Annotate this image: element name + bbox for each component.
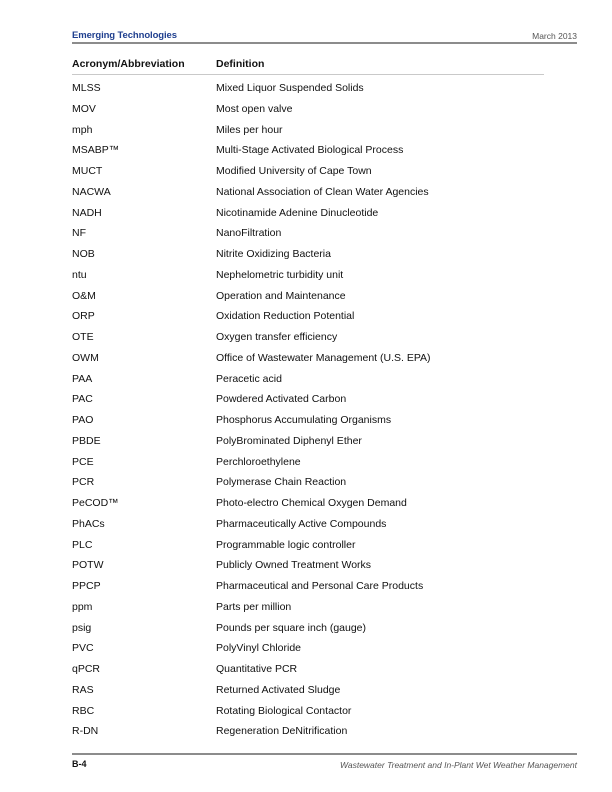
definition-cell: Parts per million <box>216 600 292 613</box>
table-row <box>72 140 544 161</box>
acronym-cell: MUCT <box>72 165 103 177</box>
acronym-cell: PeCOD™ <box>72 497 119 509</box>
table-row <box>72 659 544 680</box>
document-title: Wastewater Treatment and In-Plant Wet Weather Management <box>339 760 577 770</box>
table-row <box>72 410 544 431</box>
definition-cell: Office of Wastewater Management (U.S. EPA) <box>216 351 431 364</box>
acronym-cell: POTW <box>72 559 104 572</box>
acronym-cell: R-DN <box>72 725 99 738</box>
table-row <box>72 535 544 556</box>
definition-cell: Returned Activated Sludge <box>216 683 341 696</box>
definition-cell: Nephelometric turbidity unit <box>216 268 344 281</box>
acronym-cell: O&M <box>72 289 96 302</box>
table-row <box>72 638 544 659</box>
acronym-cell: PCR <box>72 476 95 489</box>
header-title: Emerging Technologies <box>72 30 177 41</box>
definition-cell: Publicly Owned Treatment Works <box>216 559 372 572</box>
table-row <box>72 120 544 141</box>
table-row <box>72 99 544 120</box>
acronym-cell: ppm <box>72 600 93 613</box>
definition-cell: Pharmaceutically Active Compounds <box>216 517 387 530</box>
definition-cell: Oxygen transfer efficiency <box>216 331 338 343</box>
acronym-cell: qPCR <box>72 663 101 675</box>
definition-cell: Peracetic acid <box>216 372 282 385</box>
definition-cell: Oxidation Reduction Potential <box>216 310 355 323</box>
column-header-acronym: Acronym/Abbreviation <box>72 58 185 70</box>
definition-cell: Phosphorus Accumulating Organisms <box>216 414 392 426</box>
definition-cell: Nitrite Oxidizing Bacteria <box>216 248 331 260</box>
table-row <box>72 701 544 722</box>
definition-cell: Polymerase Chain Reaction <box>216 476 347 489</box>
acronym-cell: PAC <box>72 393 93 406</box>
table-row <box>72 203 544 224</box>
table-row <box>72 389 544 410</box>
table-row <box>72 223 544 244</box>
table-row <box>72 493 544 514</box>
table-row <box>72 244 544 265</box>
table-row <box>72 721 544 742</box>
acronym-cell: RAS <box>72 683 94 696</box>
acronym-cell: MOV <box>72 102 96 115</box>
definition-cell: NanoFiltration <box>216 227 282 240</box>
acronym-cell: psig <box>72 621 92 634</box>
definition-cell: Powdered Activated Carbon <box>216 393 347 406</box>
acronym-cell: PVC <box>72 642 94 655</box>
acronym-cell: OTE <box>72 331 94 343</box>
acronym-cell: NF <box>72 227 86 240</box>
table-row <box>72 431 544 452</box>
acronym-cell: NADH <box>72 206 102 219</box>
table-row <box>72 182 544 203</box>
table-header-row <box>72 58 544 75</box>
acronym-cell: MLSS <box>72 82 101 94</box>
acronym-cell: PAA <box>72 372 93 385</box>
definition-cell: Pounds per square inch (gauge) <box>216 621 367 634</box>
acronym-cell: OWM <box>72 351 99 364</box>
acronym-cell: ORP <box>72 310 95 323</box>
table-row <box>72 472 544 493</box>
definition-cell: Multi-Stage Activated Biological Process <box>216 144 404 157</box>
acronym-cell: NOB <box>72 248 95 260</box>
definition-cell: Nicotinamide Adenine Dinucleotide <box>216 206 379 219</box>
definition-cell: PolyVinyl Chloride <box>216 642 302 655</box>
definition-cell: Programmable logic controller <box>216 538 356 551</box>
definition-cell: Pharmaceutical and Personal Care Products <box>216 580 424 592</box>
acronym-cell: PAO <box>72 414 94 426</box>
acronym-cell: PhACs <box>72 517 105 530</box>
acronym-cell: NACWA <box>72 185 111 198</box>
page-number: B-4 <box>72 759 87 769</box>
footer-divider <box>72 753 577 755</box>
acronym-cell: ntu <box>72 268 87 281</box>
definition-cell: Rotating Biological Contactor <box>216 704 352 717</box>
page-header <box>72 30 577 42</box>
table-row <box>72 555 544 576</box>
definition-cell: Photo-electro Chemical Oxygen Demand <box>216 497 407 509</box>
column-header-definition: Definition <box>216 58 265 70</box>
definition-cell: Mixed Liquor Suspended Solids <box>216 82 364 94</box>
definition-cell: National Association of Clean Water Agencies <box>216 185 429 198</box>
table-row <box>72 514 544 535</box>
definition-cell: Most open valve <box>216 102 293 115</box>
definition-cell: Operation and Maintenance <box>216 289 346 302</box>
table-row <box>72 286 544 307</box>
table-row <box>72 306 544 327</box>
acronym-cell: mph <box>72 123 93 136</box>
table-row <box>72 327 544 348</box>
definition-cell: Modified University of Cape Town <box>216 165 372 177</box>
acronym-cell: PCE <box>72 455 94 468</box>
acronym-table <box>72 78 544 742</box>
definition-cell: PolyBrominated Diphenyl Ether <box>216 434 362 447</box>
table-row <box>72 265 544 286</box>
acronym-cell: MSABP™ <box>72 144 120 157</box>
table-row <box>72 78 544 99</box>
header-date: March 2013 <box>532 31 577 41</box>
table-row <box>72 161 544 182</box>
table-row <box>72 452 544 473</box>
definition-cell: Regeneration DeNitrification <box>216 725 348 738</box>
acronym-cell: RBC <box>72 704 95 717</box>
definition-cell: Perchloroethylene <box>216 455 301 468</box>
table-row <box>72 597 544 618</box>
table-row <box>72 348 544 369</box>
page-footer <box>72 759 577 771</box>
definition-cell: Miles per hour <box>216 123 283 136</box>
table-row <box>72 680 544 701</box>
definition-cell: Quantitative PCR <box>216 663 298 675</box>
table-row <box>72 369 544 390</box>
acronym-cell: PPCP <box>72 580 101 592</box>
table-row <box>72 576 544 597</box>
header-divider <box>72 42 577 44</box>
acronym-cell: PLC <box>72 538 93 551</box>
acronym-cell: PBDE <box>72 434 101 447</box>
table-row <box>72 618 544 639</box>
